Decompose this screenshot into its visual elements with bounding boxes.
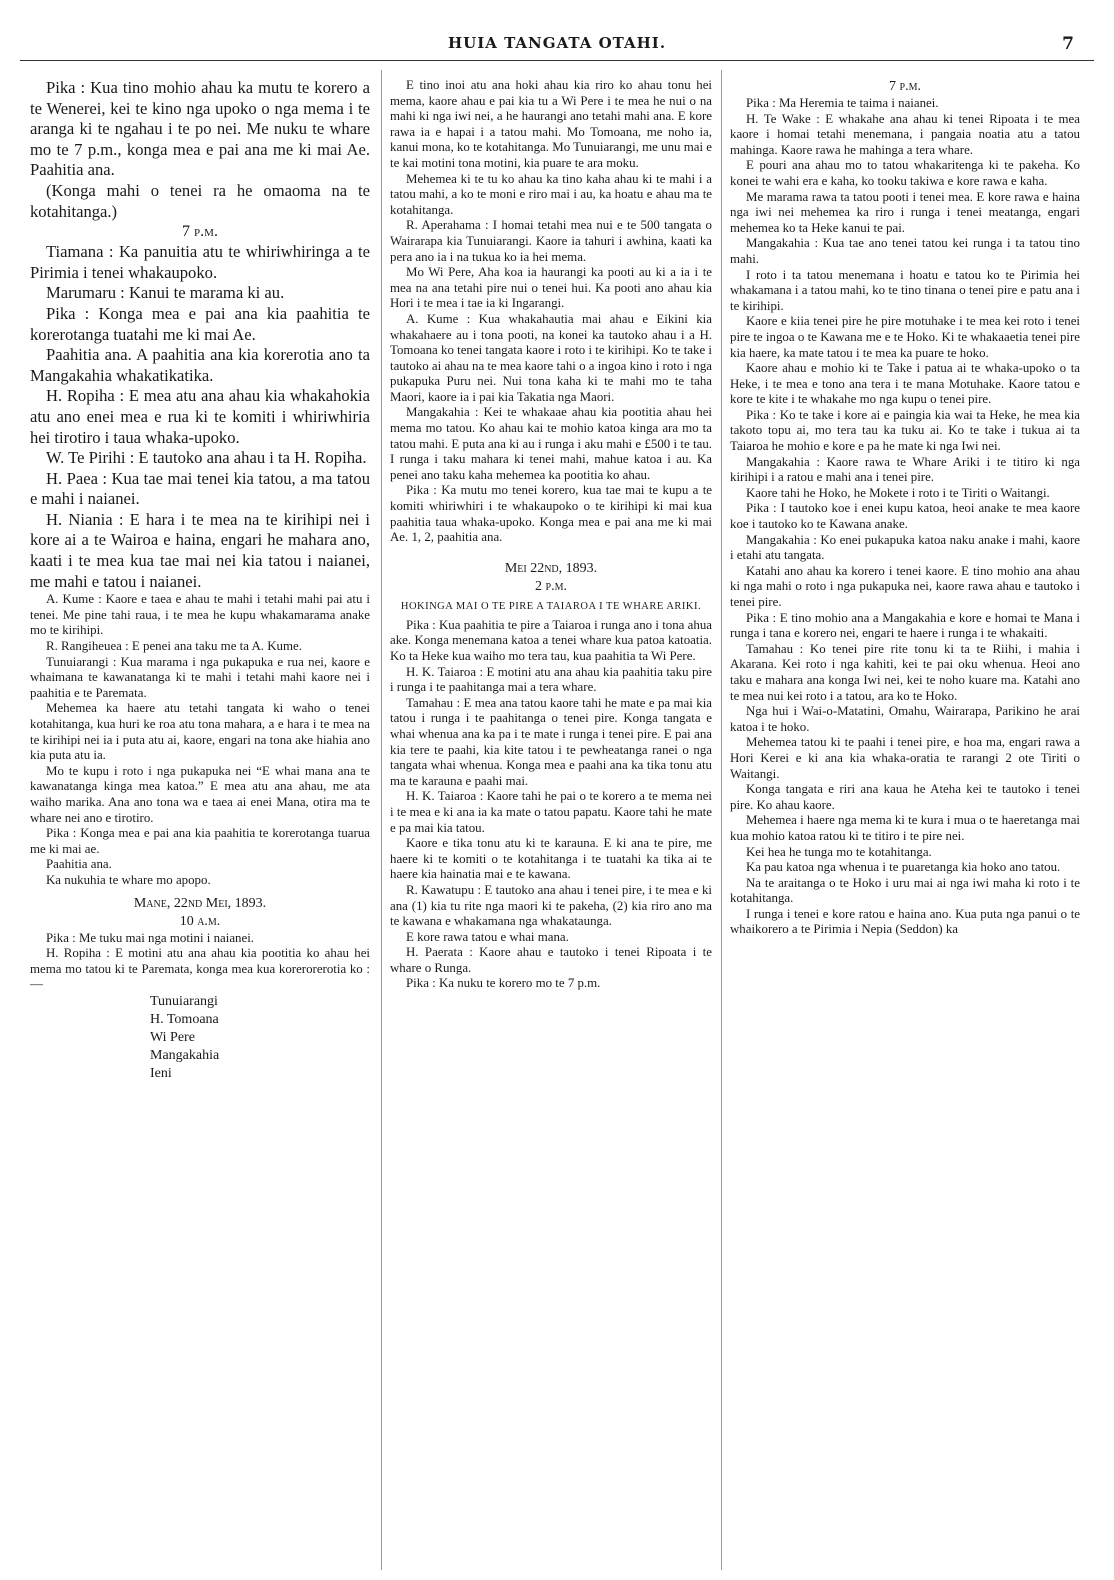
time-heading: 2 p.m. (535, 578, 567, 594)
paragraph: E tino inoi atu ana hoki ahau kia riro ko ahau tonu hei mema, kaore ahau e pai kia tu a Wi Pere i te mea he nui o na mahi ki nga iwi nei, a he haurangi ano tetahi mahi ana. E kore rawa ia e hapai i a tatou mahi. Mo Tomoana, me noho ia, kanui mona, ko te kotahitanga. Mo Tunuiarangi, me unu mai e te kai motini tona motini, kia puare te ara moku. (390, 78, 712, 170)
paragraph: Mo te kupu i roto i nga pukapuka nei “E whai mana ana te kawanatanga kinga mea katoa.” E mea atu ana ahau, me ata waiho marika. Ana ano tona wa e taea ai enei Mana, otira ma te whare nei ano e tirotiro. (30, 763, 370, 825)
time-heading: 7 p.m. (182, 223, 218, 241)
paragraph: R. Kawatupu : E tautoko ana ahau i tenei pire, i te mea e ki ana (1) kia tu rite nga maori ki te pakeha, (2) kia riro ano ma te kawana e whakamana nga whakataunga. (390, 882, 712, 929)
paragraph: Mehemea ki te tu ko ahau ka tino kaha ahau ki te mahi i a tatou mahi, a ko te moni e riro mai i au, ka hoatu e ahau ma te kotahitanga. (390, 171, 712, 217)
paragraph: Me marama rawa ta tatou pooti i tenei mea. E kore rawa e haina nga iwi nei mehemea ka riro i runga i tenei meatanga, engari mehemea ko ta Heke kanui te pai. (730, 189, 1080, 235)
paragraph: H. K. Taiaroa : E motini atu ana ahau kia paahitia taku pire i runga i te paahitanga mai a tera whare. (390, 664, 712, 695)
paragraph: Pika : Kua tino mohio ahau ka mutu te korero a te Wenerei, kei te kino nga upoko o nga mema i te aranga ki te ngahau i te po nei. Me nuku te whare mo te 7 p.m., konga mea e pai ana me ki mai Ae. Paahitia ana. (30, 78, 370, 180)
paragraph: Mo Wi Pere, Aha koa ia haurangi ka pooti au ki a ia i te mea na ana tetahi pire nui o tenei hui. Ka pooti ano ahau kia Hori i te mea i tae ia ki Ingarangi. (390, 265, 712, 311)
paragraph: Na te araitanga o te Hoko i uru mai ai nga iwi maha ki roto i te kotahitanga. (730, 875, 1080, 906)
paragraph: Konga tangata e riri ana kaua he Ateha kei te tautoko i tenei pire. Ko ahau kaore. (730, 782, 1080, 812)
paragraph: Pika : Me tuku mai nga motini i naianei. (46, 930, 255, 945)
list-item: H. Tomoana (150, 1011, 219, 1027)
header-rule (20, 60, 1094, 61)
paragraph: Kei hea he tunga mo te kotahitanga. (746, 844, 932, 859)
paragraph: Tamahau : E mea ana tatou kaore tahi he mate e pa mai kia tatou i runga i te paahitanga o tenei pire. Konga tangata e whai whenua ana ka pa i te mate i runga i tenei pire. E pai ana kia tere te paahi, kia kite tatou i te pewheatanga ranei o nga tangata whai whenua. Konga mea e paahi ana ka tika tonu atu ma te karauna e paahi mai. (390, 695, 712, 788)
list-item: Ieni (150, 1065, 172, 1081)
paragraph: Paahitia ana. A paahitia ana kia korerotia ano ta Mangakahia whakatikatika. (30, 345, 370, 385)
list-item: Wi Pere (150, 1029, 195, 1045)
paragraph: H. Ropiha : E mea atu ana ahau kia whakahokia atu ano enei mea e rua ki te komiti i whiriwhiria hei tirotiro i taua whaka-upoko. (30, 386, 370, 447)
column-divider (381, 70, 382, 1570)
paragraph: Pika : Kua paahitia te pire a Taiaroa i runga ano i tona ahua ake. Konga menemana katoa a tenei whare kua patoa katoatia. Ko ta Heke kua waiho mo tera tau, kua paahitia ta Wi Pere. (390, 617, 712, 663)
column-1 (30, 78, 370, 1570)
paragraph: I roto i ta tatou menemana i hoatu e tatou ko te Pirimia hei whakamana i a tatou mahi, ko te tino tinana o tenei pire e patu ana i te kirihipi. (730, 267, 1080, 313)
paragraph: Marumaru : Kanui te marama ki au. (46, 283, 285, 303)
paragraph: Katahi ano ahau ka korero i tenei kaore. E tino mohio ana ahau ki nga mahi o roto i nga pukapuka nei, kaore rawa ahau e tautoko i tenei pire. (730, 563, 1080, 609)
paragraph: Pika : Ka nuku te korero mo te 7 p.m. (406, 976, 601, 991)
paragraph: E kore rawa tatou e whai mana. (406, 929, 569, 944)
list-item: Tunuiarangi (150, 993, 218, 1009)
paragraph: Pika : Ka mutu mo tenei korero, kua tae mai te kupu a te komiti whiriwhiri i te whakaupoko o te kirihipi ki mai kua paahitia taua whaka-upoko. Konga mea e pai ana me ki mai Ae. 1, 2, paahitia ana. (390, 483, 712, 545)
paragraph: Pika : Ko te take i kore ai e paingia kia wai ta Heke, he mea kia takoto topu ai, mo tera tau ka tuku ai. Ko te take i tukua ai ta Taiaroa he mohio e kore e pa he mate ki nga Iwi nei. (730, 407, 1080, 454)
paragraph: H. K. Taiaroa : Kaore tahi he pai o te korero a te mema nei i te mea e ki ana ia ka mate o tatou papatu. Kaore tahi he mate e pa mai kia tatou. (390, 789, 712, 835)
paragraph: H. Paea : Kua tae mai tenei kia tatou, a ma tatou e mahi i naianei. (30, 468, 370, 509)
paragraph: Tiamana : Ka panuitia atu te whiriwhiringa a te Pirimia i tenei whakaupoko. (30, 242, 370, 282)
column-2 (390, 78, 712, 1570)
paragraph: Ka nukuhia te whare mo apopo. (46, 872, 211, 887)
paragraph: E pouri ana ahau mo to tatou whakaritenga ki te pakeha. Ko konei te wahi era e kaha, ko tooku takiwa e kore rawa e kaha. (730, 158, 1080, 188)
paragraph: A. Kume : Kua whakahautia mai ahau e Eikini kia whakahaere au i tona pooti, na konei ka tautoko ahau i a H. Tomoana ko tenei tangata kaore i roto i te kirihipi. Ko te take i tautoko ai ahau na te mea kaore tahi o a ingoa kino i roto i nga pukapuka Puru nei. Nui tona kaha ki te mahi mo te taha Maori, kaore ia i pai kia Takatia nga Maori. (390, 311, 712, 404)
paragraph: H. Ropiha : E motini atu ana ahau kia pootitia ko ahau hei mema mo tatou ki te Paremata, konga mea kua korerorerotia ko :— (30, 946, 370, 992)
date-heading: Mei 22nd, 1893. (504, 560, 598, 576)
list-item: Mangakahia (150, 1047, 220, 1063)
paragraph: Mangakahia : Ko enei pukapuka katoa naku anake i mahi, kaore i etahi atu tangata. (730, 532, 1080, 563)
paragraph: A. Kume : Kaore e taea e ahau te mahi i tetahi mahi pai atu i tenei. Me pine tahi raua, i te mea he kupu whakamarama anake mo te kirihipi. (30, 592, 370, 638)
paragraph: Pika : Konga mea e pai ana kia paahitia te korerotanga tuarua me ki mai ae. (30, 826, 370, 856)
section-subheading: HOKINGA MAI O TE PIRE A TAIAROA I TE WHARE ARIKI. (400, 600, 702, 612)
paragraph: Mangakahia : Kua tae ano tenei tatou kei runga i ta tatou tino mahi. (730, 236, 1080, 266)
paragraph: Mangakahia : Kaore rawa te Whare Ariki i te titiro ki nga kirihipi i a ratou e mahi ana i tenei pire. (730, 454, 1080, 485)
paragraph: Pika : I tautoko koe i enei kupu katoa, heoi anake te mea kaore koe i tautoko ko te Kawana anake. (730, 501, 1080, 532)
paragraph: Pika : E tino mohio ana a Mangakahia e kore e homai te Mana i runga i tana e korero nei, engari te haere i runga i te whakaiti. (730, 610, 1080, 641)
paragraph: Paahitia ana. (46, 857, 112, 872)
time-heading: 10 a.m. (179, 913, 221, 929)
time-heading: 7 p.m. (889, 79, 921, 94)
paragraph: H. Niania : E hara i te mea na te kirihipi nei i kore ai a te Wairoa e haina, engari he mahara ano, kaati i te mea kua tae mai nei kia tatou i naianei, me mahi e tatou i naianei. (30, 509, 370, 591)
paragraph: W. Te Pirihi : E tautoko ana ahau i ta H. Ropiha. (46, 448, 367, 468)
paragraph: Mangakahia : Kei te whakaae ahau kia pootitia ahau hei mema mo tatou. Ko ahau kai te mohio katoa kinga ara mo ta tatou mahi. E puta ana ki au i runga i aku mahi e £500 i te tau. I runga i taku mahara ki tenei mahi, mahue katoa i au. Ka penei ano taku kaha mehemea ka pootitia ko ahau. (390, 405, 712, 482)
date-heading: Mane, 22nd Mei, 1893. (133, 895, 267, 911)
paragraph: Kaore e kiia tenei pire he pire motuhake i te mea kei roto i tenei pire te ingoa o te Kawana me e te Hoko. Ki te whakaaetia tenei pire kia haere, ka mate tatou i te mea ka puare te hoko. (730, 314, 1080, 360)
running-header (20, 28, 1094, 58)
paragraph: Kaore tahi he Hoko, he Mokete i roto i te Tiriti o Waitangi. (746, 485, 1050, 500)
paragraph: Mehemea i haere nga mema ki te kura i mua o te haeretanga mai kua mohio katoa ratou ki te titiro i te pire nei. (730, 813, 1080, 843)
paragraph: H. Te Wake : E whakahe ana ahau ki tenei Ripoata i te mea kaore i homai tetahi menemana, i pangaia noatia atu a tatou mahinga. Kaore rawa he mahinga a tera whare. (730, 111, 1080, 157)
paragraph: I runga i tenei e kore ratou e haina ano. Kua puta nga panui o te whaikorero a te Pirimia i Nepia (Seddon) ka (730, 906, 1080, 937)
paragraph: Mehemea tatou ki te paahi i tenei pire, e hoa ma, engari rawa a Hori Kerei e ki ana kia whaka-oratia te rarangi 2 ote Tiriti o Waitangi. (730, 735, 1080, 781)
paragraph: (Konga mahi o tenei ra he omaoma na te kotahitanga.) (30, 180, 370, 221)
paragraph: Tamahau : Ko tenei pire rite tonu ki ta te Riihi, i mahia i Akarana. Kei roto i nga kahiti, kei te pai oku whenua. Heoi ano taku e mahara ana konga Iwi nei, kei te noho kuare ma. Katahi ano te mea nui kei roto i a tatou, ara ko te Hoko. (730, 641, 1080, 703)
column-divider (721, 70, 722, 1570)
running-title: HUIA TANGATA OTAHI. (447, 34, 667, 52)
paragraph: Nga hui i Wai-o-Matatini, Omahu, Wairarapa, Parikino he arai katoa i te hoko. (730, 704, 1080, 734)
name-list (150, 993, 370, 1083)
paragraph: Pika : Ma Heremia te taima i naianei. (746, 96, 939, 110)
paragraph: Mehemea ka haere atu tetahi tangata ki waho o tenei kotahitanga, kua huri ke roa atu tona mahara, a e hara i te mea na te kirihipi nei ia i puta atu ai, kaore, engari na tona ake hiahia ano kia puta atu ia. (30, 701, 370, 763)
paragraph: R. Rangiheuea : E penei ana taku me ta A. Kume. (46, 639, 302, 654)
paragraph: Ka pau katoa nga whenua i te puaretanga kia hoko ano tatou. (746, 860, 1061, 875)
paragraph: Tunuiarangi : Kua marama i nga pukapuka e rua nei, kaore e whaimana te kawanatanga ki te mahi i tetahi mahi kaore nei i paahitia e te Paremata. (30, 654, 370, 700)
paragraph: Kaore e tika tonu atu ki te karauna. E ki ana te pire, me haere ki te komiti o te kotahitanga i te tuatahi ka tika ai te haere kia hainatia mai e te kawana. (390, 836, 712, 882)
column-3 (730, 78, 1080, 1570)
page-number: 7 (1062, 34, 1074, 54)
paragraph: H. Paerata : Kaore ahau e tautoko i tenei Ripoata i te whare o Runga. (390, 945, 712, 975)
paragraph: Kaore ahau e mohio ki te Take i patua ai te whaka-upoko o ta Heke, i te mea e tono ana tera i te mana Motuhake. Kaore tatou e kore te kite i te whakahe mo nga kupu o tenei pire. (730, 361, 1080, 407)
paragraph: Pika : Konga mea e pai ana kia paahitia te korerotanga tuatahi me ki mai Ae. (30, 303, 370, 344)
paragraph: R. Aperahama : I homai tetahi mea nui e te 500 tangata o Wairarapa kia Tunuiarangi. Kaore ia tahuri i awhina, kaati ka pera ano ia i na tukua ko ia hei mema. (390, 218, 712, 264)
